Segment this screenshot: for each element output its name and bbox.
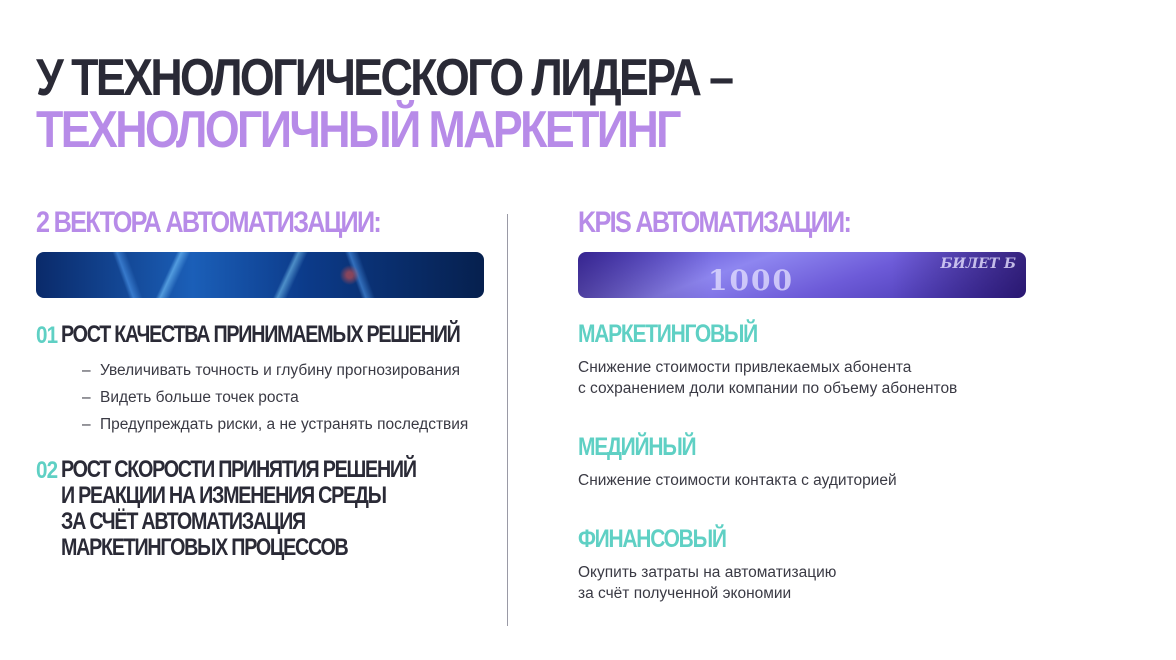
page-title — [36, 49, 732, 159]
kpis-heading: KPIS АВТОМАТИЗАЦИИ: — [578, 206, 851, 239]
vector-item-01 — [36, 322, 484, 435]
kpi-media — [578, 433, 1026, 491]
kpi-description — [578, 470, 1026, 491]
item-title-line: РОСТ СКОРОСТИ ПРИНЯТИЯ РЕШЕНИЙ — [60, 456, 416, 483]
column-divider — [507, 214, 508, 626]
item-title — [61, 457, 416, 561]
kpi-title: МАРКЕТИНГОВЫЙ — [578, 320, 757, 348]
kpis-column — [578, 206, 1026, 604]
kpi-description — [578, 357, 1026, 399]
item-number: 01 — [36, 322, 58, 349]
kpi-financial — [578, 525, 1026, 604]
item-number: 02 — [36, 457, 58, 484]
bullet-item: – Предупреждать риски, а не устранять последствия — [82, 414, 484, 435]
item-title — [61, 322, 460, 348]
kpi-desc-line: Снижение стоимости контакта с аудиторией — [578, 472, 897, 489]
banknote-image — [578, 252, 1026, 298]
kpi-title: ФИНАНСОВЫЙ — [578, 525, 726, 553]
kpi-desc-line: с сохранением доли компании по объему абонентов — [578, 380, 958, 397]
bullet-item: – Видеть больше точек роста — [82, 387, 484, 408]
kpi-desc-line: Окупить затраты на автоматизацию — [578, 564, 837, 581]
item-title-line: МАРКЕТИНГОВЫХ ПРОЦЕССОВ — [60, 534, 348, 561]
kpi-marketing — [578, 320, 1026, 399]
bullet-item: – Увеличивать точность и глубину прогнозирования — [82, 360, 484, 381]
title-line-2: ТЕХНОЛОГИЧНЫЙ МАРКЕТИНГ — [36, 101, 679, 159]
vectors-heading: 2 ВЕКТОРА АВТОМАТИЗАЦИИ: — [36, 206, 381, 239]
banknote-caption: БИЛЕТ Б — [940, 256, 1016, 272]
kpi-desc-line: Снижение стоимости привлекаемых абонента — [578, 359, 912, 376]
banknote-denomination: 1000 — [708, 264, 794, 297]
kpi-title: МЕДИЙНЫЙ — [578, 433, 696, 461]
kpi-description — [578, 562, 1026, 604]
vector-item-02 — [36, 457, 484, 561]
bullet-list — [82, 360, 484, 435]
network-lines-image — [36, 252, 484, 298]
automation-vectors-column — [36, 206, 484, 561]
title-line-1: У ТЕХНОЛОГИЧЕСКОГО ЛИДЕРА – — [36, 49, 732, 107]
item-title-line: РОСТ КАЧЕСТВА ПРИНИМАЕМЫХ РЕШЕНИЙ — [60, 321, 460, 348]
kpi-desc-line: за счёт полученной экономии — [578, 585, 792, 602]
item-title-line: ЗА СЧЁТ АВТОМАТИЗАЦИЯ — [60, 508, 305, 535]
item-title-line: И РЕАКЦИИ НА ИЗМЕНЕНИЯ СРЕДЫ — [60, 482, 386, 509]
